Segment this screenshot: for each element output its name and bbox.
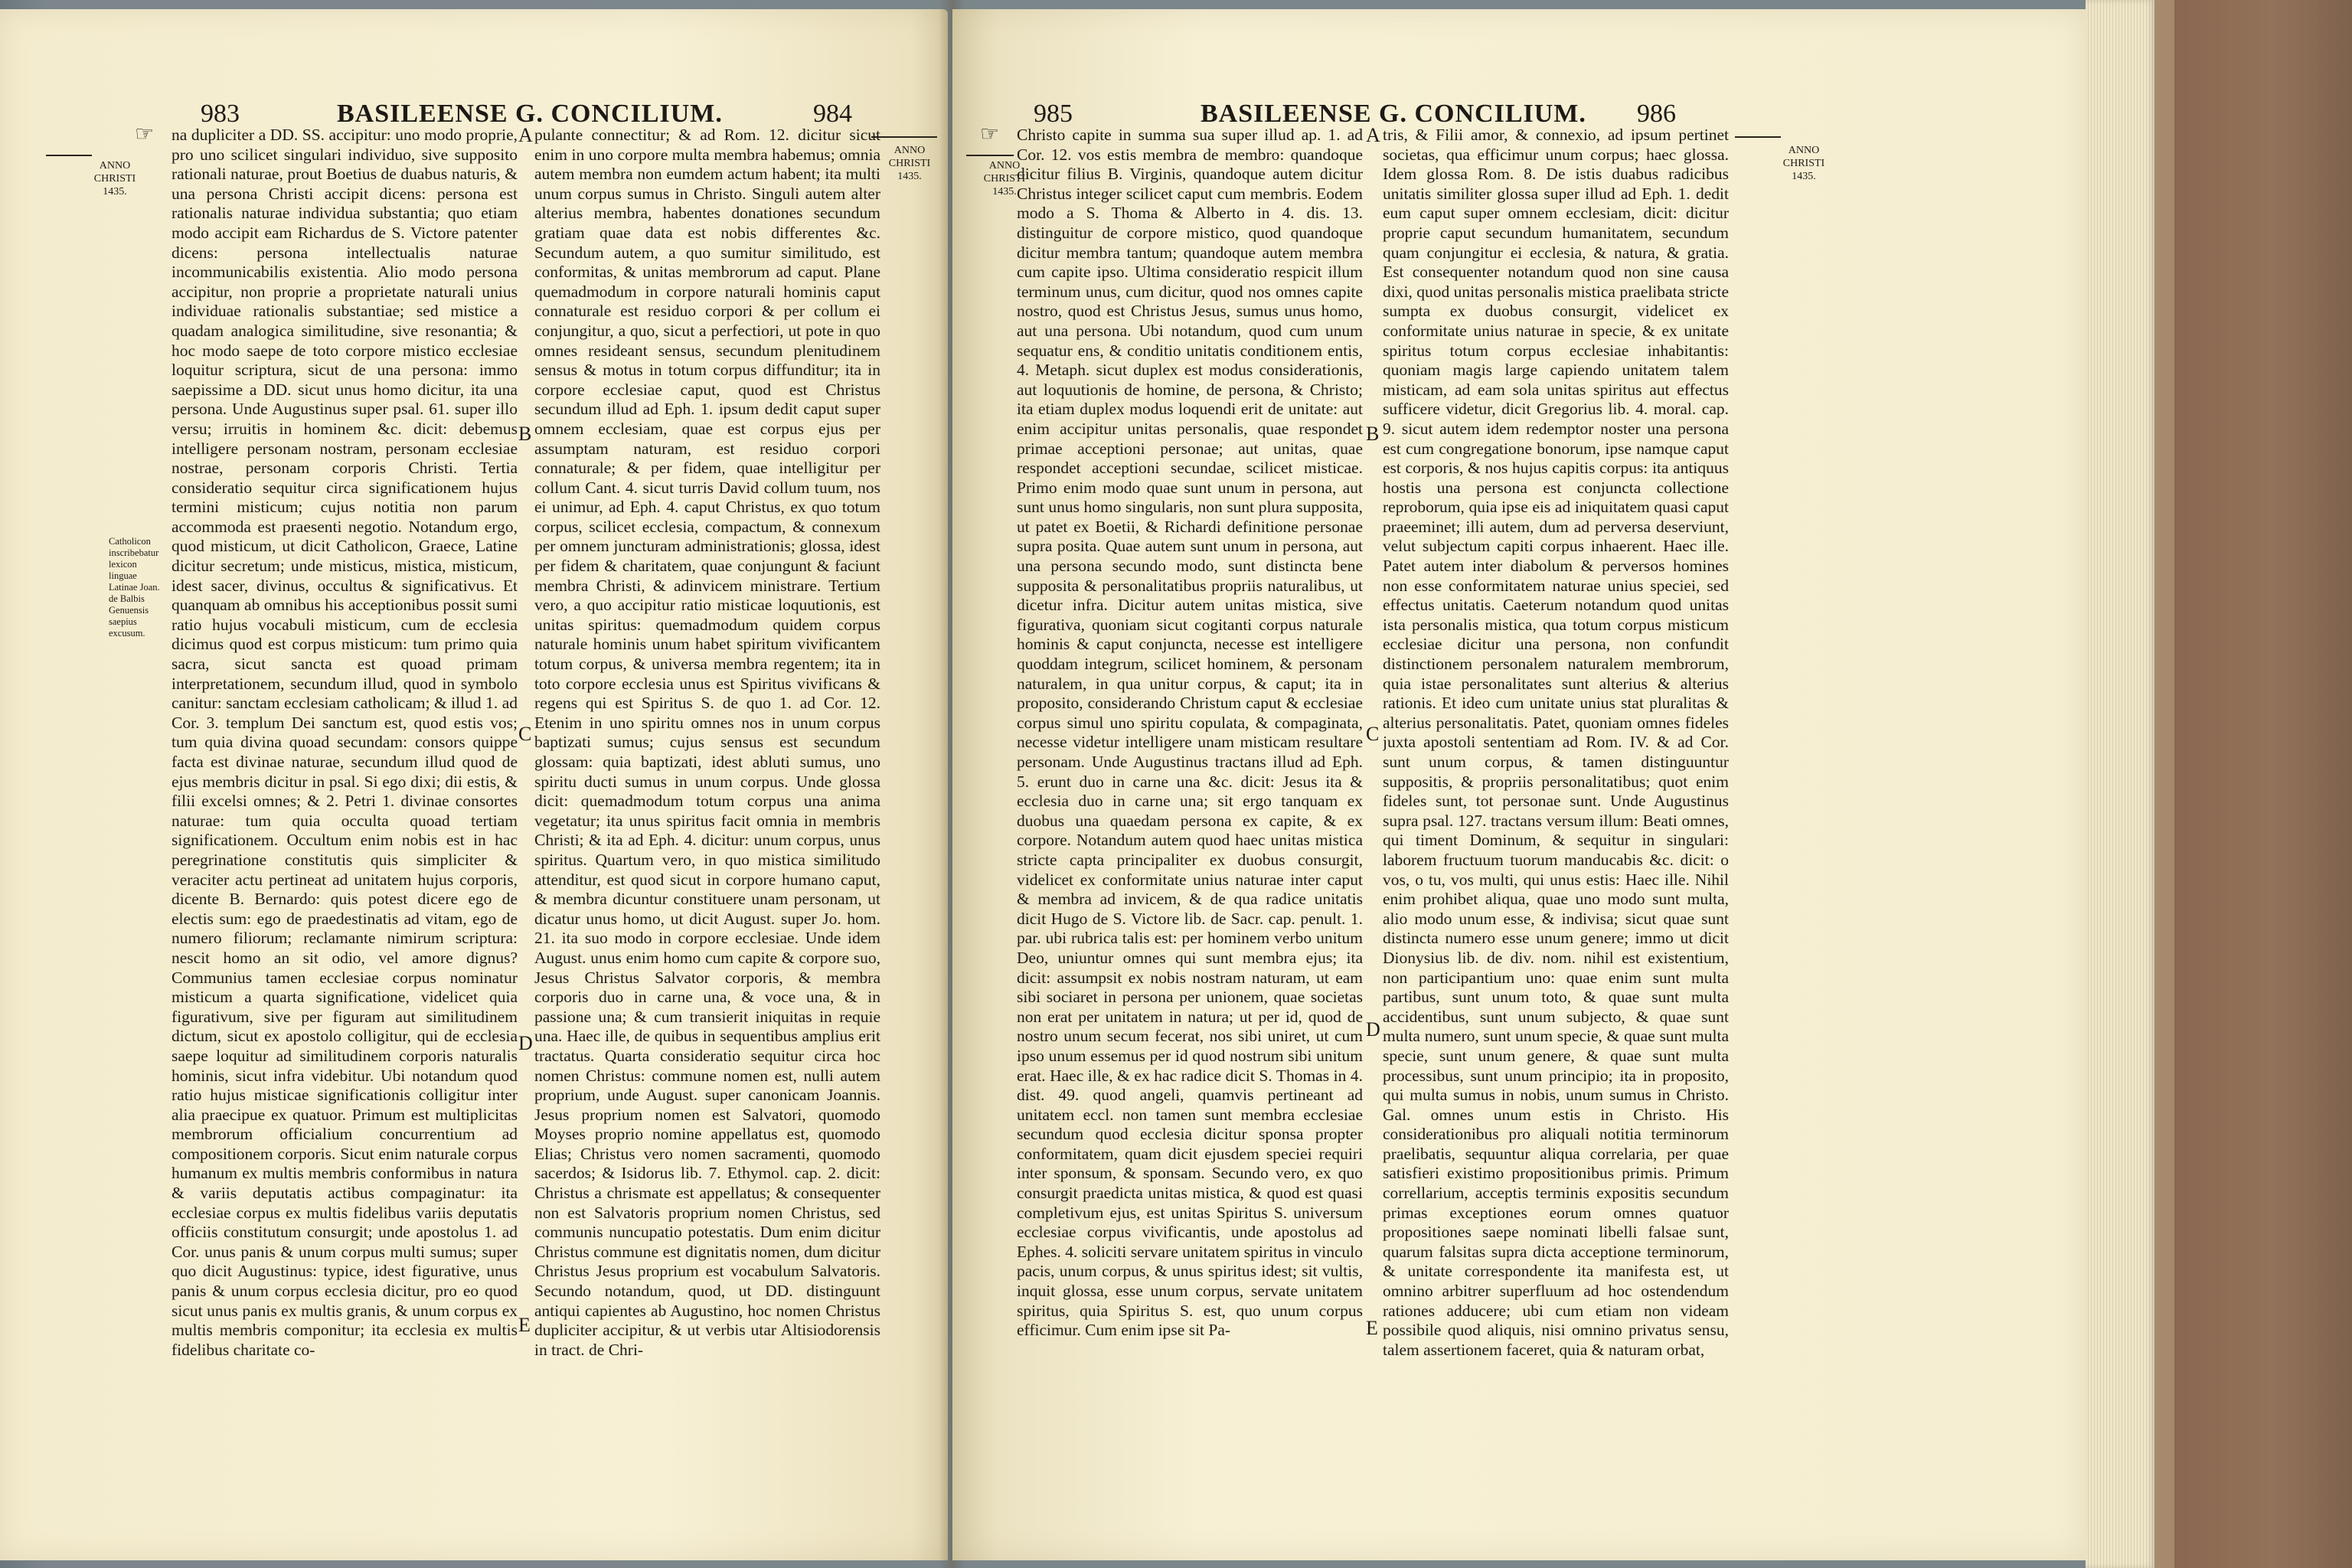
left-column-1: na dupliciter a DD. SS. accipitur: uno modo proprie, pro uno scilicet singulari individuo, sive supposito rationali naturae, prout Boetius de duabus naturis, & una persona Christi accipit dicens: persona est rationalis naturae individua substantia; quo etiam modo accipit eam Richardus de S. Victore patenter dicens: persona intellectualis naturae incommunicabilis existentia. Alio modo persona accipitur, non proprie a proprietate naturali unius individuae rationalis substantiae; sed mistice a quadam analogica similitudine, sive resonantia; & hoc modo saepe de toto corpore mistico ecclesiae loquitur scriptura, sicut de una persona: immo saepissime a DD. sicut unus homo dicitur, ita una persona. Unde Augustinus super psal. 61. super illo versu; irruitis in hominem &c. dicit: debemus intelligere personam nostram, personam ecclesiae nostrae, personam corporis Christi. Tertia consideratio sequitur circa significationem hujus termini misticum; cujus notitia non parum accommoda est praesenti negotio. Notandum ergo, quod misticum, ut dicit Catholicon, Graece, Latine dicitur secretum; unde misticus, mistica, misticum, idest sacer, divinus, occultus & significativus. Et quanquam ab omnibus his acceptionibus possit sumi ratio hujus vocabuli misticum, cum de ecclesia dicimus quod est corpus misticum: tum primo quia sacra, sicut sancta est quoad primam interpretationem, secundum illud, quod in symbolo canitur: sanctam ecclesiam catholicam; & illud 1. ad Cor. 3. templum Dei sanctum est, quod estis vos; tum quia divina quoad secundam: consors quippe facta est divinae naturae, secundum illud quod de ejus membris dicitur in psal. Si ego dixi; dii estis, & filii excelsi omnes; & 2. Petri 1. divinae consortes naturae: tum quia occulta quoad tertiam significationem. Occultum enim nobis est in hac peregrinatione constitutis quis simpliciter & veraciter actu pertineat ad unitatem hujus corporis, dicente B. Bernardo: quis potest dicere ego de electis sum: ego de praedestinatis ad vitam, ego de numero filiorum; reclamante nimirum scriptura: nescit homo an sit odio, vel amore dignus? Communius tamen ecclesiae corpus nominatur misticum a quarta significatione, videlicet quia figurativum, sive per figuram aut similitudinem dictum, sicut ex apostolo colligitur, qui de ecclesia saepe loquitur ad similitudinem corporis naturalis hominis, sicut infra videbitur. Ubi notandum quod ratio hujus misticae significationis colligitur inter alia praecipue ex quatuor. Primum est multiplicitas membrorum officialium concurrentium ad compositionem corporis. Sicut enim naturale corpus humanum ex multis membris conformibus in natura & variis deputatis actibus compaginatur: ita ecclesiae corpus ex multis fidelibus variis deputatis officiis constitutum consurgit; unde apostolus 1. ad Cor. unus panis & unum corpus multi sumus; super quo dicit Augustinus: typice, idest figurative, unus panis & unum corpus ecclesia dicitur, pro eo quod sicut unus panis ex multis granis, & unum corpus ex multis membris componitur; ita ecclesia ex multis fidelibus charitate co- xyxy=(172,126,518,1359)
folio-985: 985 xyxy=(1034,100,1073,128)
rule-left-outer xyxy=(46,155,92,156)
section-letter-c: C xyxy=(518,723,532,745)
rule-right-inner xyxy=(1735,136,1781,138)
running-title-right: BASILEENSE G. CONCILIUM. xyxy=(1200,100,1586,128)
right-column-2: tris, & Filii amor, & connexio, ad ipsum pertinet societas, qua efficimur unum corpus; haec glossa. Idem glossa Rom. 8. De istis duabus radicibus unitatis similiter glossa super illud ad Eph. 1. dedit eum caput super omnem ecclesiam, dicit: dicitur proprie caput secundum humanitatem, secundum quam conjungitur ei ecclesia, & natura, & gratia. Est consequenter notandum quod non sine causa dixi, quod unitas personalis mistica praelibata stricte sumpta ex duobus consurgit, videlicet ex conformitate unius naturae in specie, & ex unitate spiritus totum corpus ecclesiae inhabitantis: quoniam magis large capiendo unitatem talem misticam, ad eam sola unitas spiritus aut effectus sufficere videtur, dicit Gregorius lib. 4. moral. cap. 9. sicut autem idem redemptor noster una persona est cum congregatione bonorum, ipse namque caput est corporis, & nos hujus capitis corpus: ita antiquus hostis una persona est conjuncta collectione reproborum, quia ipse eis ad iniquitatem quasi caput praeeminet; illi autem, dum ad perversa deserviunt, velut subjectum capiti corpus inhaerent. Haec ille. Patet autem inter diabolum & perversos homines non esse conformitatem naturae unius speciei, sed effectus unitatis. Caeterum notandum quod unitas ista personalis mistica, qua totum corpus misticum ecclesiae dicitur una persona, non confundit distinctionem personalem naturalem membrorum, quia istae personalitates sunt alterius & alterius rationis. Et ideo cum unitate unius stat pluralitas & alterius personalitatis. Patet, quoniam omnes fideles juxta apostoli sententiam ad Rom. IV. & ad Cor. sunt unum corpus, & tamen distinguuntur suppositis, & propriis personalitatibus; quot enim fideles sunt, tot personae sunt. Unde Augustinus supra psal. 127. tractans versum illum: Beati omnes, qui timent Dominum, & sequitur in singulari: laborem fructuum tuorum manducabis &c. dicit: o vos, o tu, vos multi, qui unus estis: Haec ille. Nihil enim prohibet aliqua, quae uno modo sunt multa, alio modo unum esse, & indivisa; sicut quae sunt distincta numero esse unum genere; immo ut dicit Dionysius lib. de div. nom. nihil est existentium, non participantium uno: quae enim sunt multa partibus, sunt unum toto, & quae sunt multa accidentibus, sunt unum subjecto, & quae sunt multa numero, sunt unum specie, & quae sunt multa specie, sunt unum genere, & quae sunt multa processibus, sunt unum principio; ita in proposito, qui multa sumus in nobis, unum sumus in Christo. Gal. omnes unum estis in Christo. His considerationibus pro aliquali notitia terminorum praelibatis, sequuntur aliqua correlaria, per quae satisfieri existimo propositionibus primis. Primum correllarium, acceptis terminis expositis secundum primas exceptiones eorum omnes quatuor propositiones saepe nominati libelli falsae sunt, quarum falsitas supra dicta acceptione terminorum, & unitate correspondente ita manifesta est, ut omnino arbitrer superfluum ad hoc ostendendum rationes adducere; ubi cum etiam non videam possibile quod aliquis, nisi omnino privatus sensu, talem assertionem faceret, quia & naturam orbat, xyxy=(1383,126,1729,1359)
section-letter-e: E xyxy=(1366,1317,1378,1339)
section-letter-e: E xyxy=(518,1314,531,1336)
section-letter-a: A xyxy=(518,124,533,146)
folio-986: 986 xyxy=(1637,100,1676,128)
left-column-2: pulante connectitur; & ad Rom. 12. dicitur sicut enim in uno corpore multa membra habemus; omnia autem membra non eumdem actum habent; ita multi unum corpus sumus in Christo. Singuli autem alter alterius membra, habentes donationes secundum gratiam quae data est nobis differentes &c. Secundum autem, a quo sumitur similitudo, est conformitas, & unitas membrorum ad caput. Plane quemadmodum in corpore naturali hominis caput connaturale est residuo corpori & per collum ei conjungitur, a quo, sicut a perfectiori, ut pote in quo omnes resideant sensus, secundum plenitudinem sensus & motus in totum corpus diffunditur; ita in corpore ecclesiae caput, quod est Christus secundum illud ad Eph. 1. ipsum dedit caput super omnem ecclesiam, quae est corpus ejus per assumptam naturam, est residuo corpori connaturale; & per fidem, quae intelligitur per collum Cant. 4. sicut turris David collum tuum, nos ei unimur, ad Eph. 4. caput Christus, ex quo totum corpus, scilicet ecclesia, compactum, & connexum per omnem juncturam administrationis; glossa, idest per fidem & charitatem, quae conjungunt & faciunt membra Christi, & adinvicem ministrare. Tertium vero, a quo accipitur ratio misticae loquutionis, est unitas spiritus: quemadmodum quidem corpus naturale hominis unum habet spiritum vivificantem totum corpus, & universa membra regentem; ita in toto corpore ecclesia unus est Spiritus vivificans & regens qui est Spiritus S. de quo 1. ad Cor. 12. Etenim in uno spiritu omnes nos in unum corpus baptizati sumus; cujus sensus est secundum glossam: quia baptizati, idest abluti sumus, uno spiritu ducti sumus in unum corpus. Unde glossa dicit: quemadmodum totum corpus una anima vegetatur; ita unus spiritus facit omnia in membris Christi; & ita ad Eph. 4. dicitur: unum corpus, unus spiritus. Quartum vero, in quo mistica similitudo attenditur, est quod sicut in corpore humano caput, & membra dicuntur constituere unam personam, ut dicatur unus homo, ut dicit August. super Jo. hom. 21. ita suo modo in corpore ecclesiae. Unde idem August. unus enim homo cum capite & corpore suo, Jesus Christus Salvator corporis, & membra corporis duo in carne una, & voce una, & in passione una; & cum transierit iniquitas in requie una. Haec ille, de quibus in sequentibus amplius erit tractatus. Quarta consideratio sequitur circa hoc nomen Christus: commune nomen est, nulli autem proprium, unde August. super canonicam Joannis. Jesus proprium nomen est Salvatori, quomodo Moyses proprio nomine appellatus est, quomodo Elias; Christus vero nomen sacramenti, quomodo sacerdos; & Isidorus lib. 7. Ethymol. cap. 2. dicit: Christus a chrismate est appellatus; & consequenter non est Salvatoris proprium nomen Christus, sed communis nuncupatio potestatis. Dum enim dicitur Christus commune est dignitatis nomen, dum dicitur Christus Jesus proprium est vocabulum Salvatoris. Secundo notandum, quod, ut DD. distinguunt antiqui capientes ab Augustino, hoc nomen Christus dupliciter accipitur, & ut verbis utar Altisiodorensis in tract. de Chri- xyxy=(534,126,880,1359)
right-page xyxy=(952,9,2086,1560)
section-letter-a: A xyxy=(1366,124,1380,146)
rule-left-inner xyxy=(871,136,937,138)
margin-note-catholicon: Catholicon inscribebatur lexicon linguae Latinae Joan. de Balbis Genuensis saepius excusum. xyxy=(109,536,160,639)
right-column-1: Christo capite in summa sua super illud ap. 1. ad Cor. 12. vos estis membra de membro: quandoque dicitur filius B. Virginis, quandoque autem dicitur Christus integer scilicet caput cum membris. Eodem modo a S. Thoma & Alberto in 4. dis. 13. distinguitur de corpore mistico, quod quandoque dicitur membra tantum; quandoque autem membra cum capite ipso. Ultima consideratio respicit illum terminum unus, cum dicitur, quod nos omnes capite nostro, quod est Christus Jesus, sumus unus homo, aut una persona. Ubi notandum, quod cum unum sequatur ens, & conditio unitatis conditionem entis, 4. Metaph. sicut duplex est modus considerationis, aut loquutionis de homine, de persona, & Christo; ita etiam duplex modus loquendi erit de unitate: aut enim accipitur unitas personalis, quae respondet primae acceptioni personae; aut unitas, quae respondet acceptioni secundae, scilicet misticae. Primo enim modo quae sunt unum in persona, aut sunt unus homo singularis, non sunt plura supposita, ut patet ex Boetii, & Richardi definitione personae supra posita. Quae autem sunt unum in persona, aut una persona secundo modo, sunt distincta bene supposita & personalitatibus propriis naturalibus, ut dicetur infra. Dicitur autem unitas mistica, sive figurativa, quoniam sicut cogitanti corpus naturale hominis & caput conjuncta, necesse est intelligere quoddam integrum, scilicet hominem, & personam naturalem, in qua unitur corpus, & caput; ita in proposito, considerando Christum caput & ecclesiae corpus simul uno spiritu copulata, & compaginata, necesse videtur intelligere unam misticam resultare personam. Unde Augustinus tractans illud ad Eph. 5. erunt duo in carne una &c. dicit: Jesus ita & ecclesia duo in carne una; sit ergo tanquam ex duobus una quaedam persona ex capite, & ex corpore. Notandum autem quod haec unitas mistica stricte capta principaliter ex duobus consurgit, videlicet ex conformitate unius naturae inter caput & membra ad invicem, & de qua radice unitatis dicit Hugo de S. Victore lib. de Sacr. cap. penult. 1. par. ubi rubrica talis est: per hominem verbo unitum Deo, uniuntur omnes qui sunt membra ejus; ita dicit: assumpsit ex nobis nostram naturam, ut eam sibi sociaret in persona per unionem, quae societas non erat per unitatem in natura; ut per id, quod de nostro unum secum fecerat, nos sibi uniret, ut cum ipso unum essemus per id quod nostrum sibi unitum erat. Haec ille, & ex hac radice dicit S. Thomas in 4. dist. 49. quod angeli, quamvis pertineant ad unitatem eccl. non tamen sunt membra ecclesiae secundum quod ecclesia dicitur sponsa propter conformitatem, quam dicit ejusdem speciei requiri inter sponsum, & sponsam. Secundo vero, ex quo consurgit praedicta unitas mistica, & quod est quasi completivum ejus, est unitas Spiritus S. universum ecclesiae corpus vivificantis, unde apostolus ad Ephes. 4. soliciti servare unitatem spiritus in vinculo pacis, unum corpus, & unus spiritus idest; sit vultis, inquit glossa, esse unum corpus, servate unitatem spiritus, quia Spiritus S. est, quo unum corpus efficimur. Cum enim ipse sit Pa- xyxy=(1017,126,1363,1340)
anno-christi-right: ANNO CHRISTI 1435. xyxy=(888,145,931,182)
page-edges xyxy=(2086,0,2154,1568)
anno-christi-left: ANNO CHRISTI 1435. xyxy=(93,160,136,198)
section-letter-d: D xyxy=(518,1032,533,1054)
manicule-icon: ☞ xyxy=(135,122,155,146)
section-letter-b: B xyxy=(1366,423,1380,445)
book-cover xyxy=(2154,0,2352,1568)
anno-christi-right: ANNO CHRISTI 1435. xyxy=(1782,145,1825,182)
folio-983: 983 xyxy=(201,100,240,128)
running-title-left: BASILEENSE G. CONCILIUM. xyxy=(337,100,723,128)
section-letter-d: D xyxy=(1366,1018,1380,1040)
rule-right-outer xyxy=(966,155,1014,156)
section-letter-c: C xyxy=(1366,723,1380,745)
manicule-icon: ☞ xyxy=(980,122,1000,146)
folio-984: 984 xyxy=(813,100,852,128)
cover-inner-board xyxy=(2154,0,2174,1568)
left-page xyxy=(0,9,948,1560)
anno-christi-left: ANNO CHRISTI 1435. xyxy=(983,160,1026,198)
section-letter-b: B xyxy=(518,423,532,445)
